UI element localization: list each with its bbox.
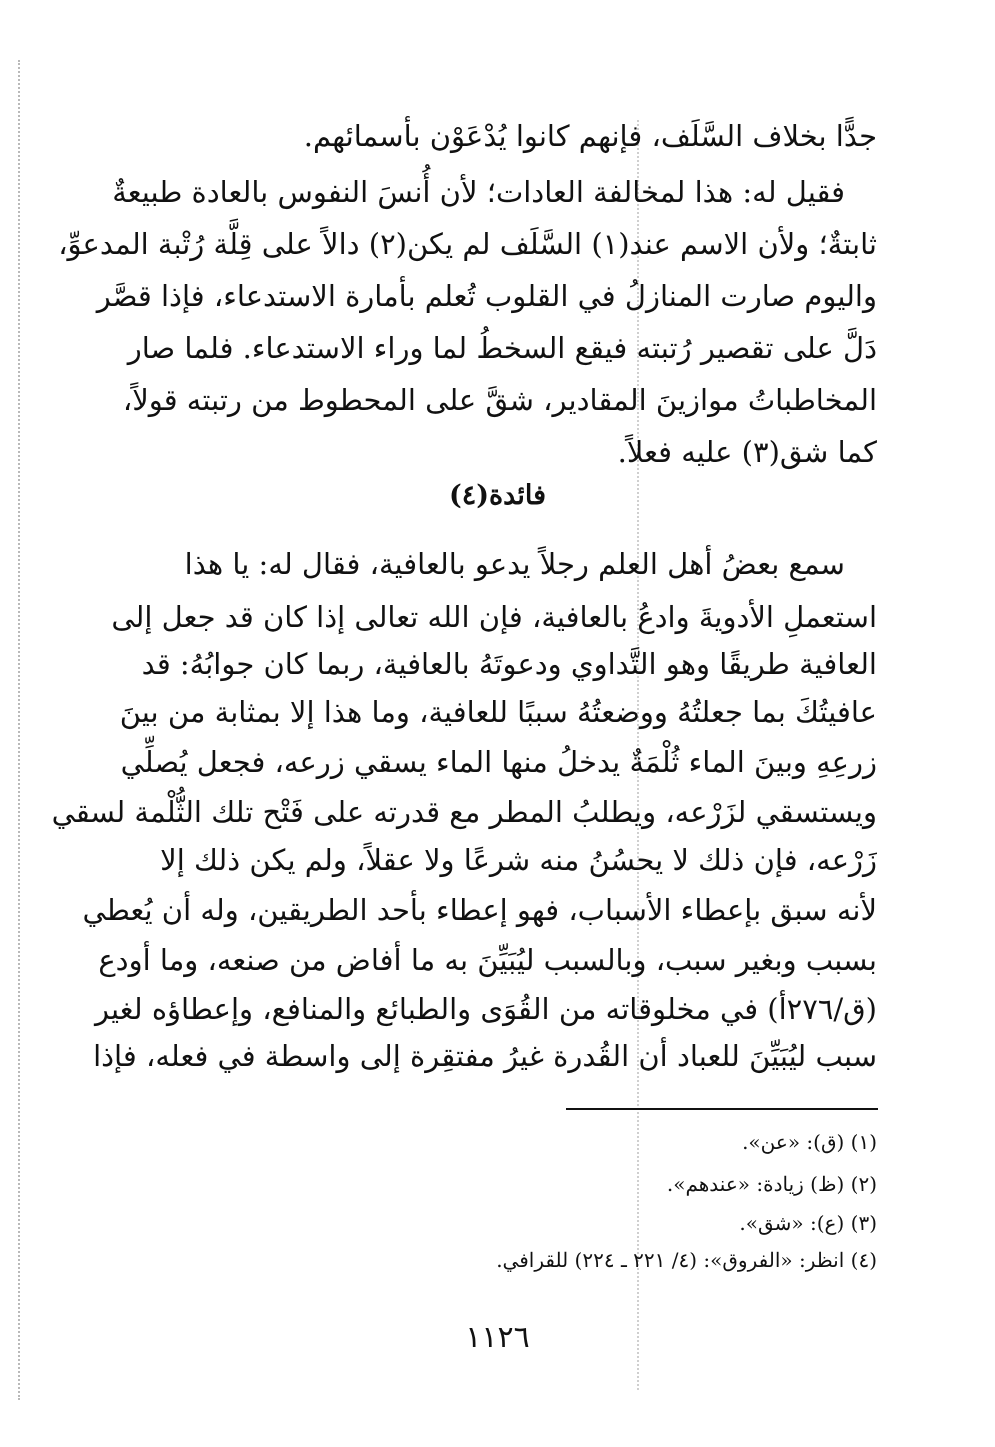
text-line: دَلَّ على تقصير رُتبته فيقع السخطُ لما وراء الاستدعاء. فلما صار [127, 331, 877, 365]
footnote: (٣) (ع): «شق». [739, 1211, 877, 1235]
text-line: ويستسقي لزَرْعه، ويطلبُ المطر مع قدرته على فَتْح تلك الثُّلْمة لسقي [51, 795, 877, 829]
footnote-divider [566, 1108, 878, 1110]
text-line: ثابتةٌ؛ ولأن الاسم عند(١) السَّلَف لم يكن(٢) دالاً على قِلَّة رُتْبة المدعوِّ، [58, 227, 877, 261]
text-line: استعملِ الأدويةَ وادعُ بالعافية، فإن الله تعالى إذا كان قد جعل إلى [111, 600, 877, 634]
section-heading: فائدة(٤) [448, 480, 547, 511]
footnote: (٤) انظر: «الفروق»: (٤/ ٢٢١ ـ ٢٢٤) للقرافي. [496, 1248, 877, 1272]
text-line: بسبب وبغير سبب، وبالسبب ليُبَيِّنَ به ما أفاض من صنعه، وما أودع [98, 943, 877, 977]
text-line: زرعِهِ وبينَ الماء ثُلْمَةٌ يدخلُ منها الماء يسقي زرعه، فجعل يُصلِّي [120, 745, 877, 779]
text-line: المخاطباتُ موازينَ المقادير، شقَّ على المحطوط من رتبته قولاً، [122, 383, 877, 417]
scan-margin-dots [18, 60, 20, 1400]
text-line: كما شق(٣) عليه فعلاً. [617, 435, 877, 469]
page-number: ١١٢٦ [465, 1320, 530, 1355]
text-line: لأنه سبق بإعطاء الأسباب، فهو إعطاء بأحد الطريقين، وله أن يُعطي [82, 893, 877, 927]
footnote: (٢) (ظ) زيادة: «عندهم». [666, 1172, 877, 1196]
text-line: جدًّا بخلاف السَّلَف، فإنهم كانوا يُدْعَوْن بأسمائهم. [303, 119, 877, 153]
text-line: فقيل له: هذا لمخالفة العادات؛ لأن أُنسَ النفوس بالعادة طبيعةٌ [112, 175, 845, 209]
text-line: واليوم صارت المنازلُ في القلوب تُعلم بأمارة الاستدعاء، فإذا قصَّر [96, 279, 877, 313]
footnote: (١) (ق): «عن». [742, 1130, 877, 1154]
text-line: (ق/٢٧٦أ) في مخلوقاته من القُوَى والطبائع والمنافع، وإعطاؤه لغير [95, 992, 877, 1026]
text-line: سمع بعضُ أهل العلم رجلاً يدعو بالعافية، فقال له: يا هذا [184, 547, 845, 581]
text-line: زَرْعه، فإن ذلك لا يحسُنُ منه شرعًا ولا عقلاً، ولم يكن ذلك إلا [160, 843, 877, 877]
text-line: عافيتُكَ بما جعلتُهُ ووضعتُهُ سببًا للعافية، وما هذا إلا بمثابة من بينَ [119, 695, 877, 729]
text-line: العافية طريقًا وهو التَّداوي ودعوتَهُ بالعافية، ربما كان جوابُهُ: قد [141, 647, 877, 681]
text-line: سبب ليُبَيِّنَ للعباد أن القُدرة غيرُ مفتقِرة إلى واسطة في فعله، فإذا [93, 1039, 877, 1073]
